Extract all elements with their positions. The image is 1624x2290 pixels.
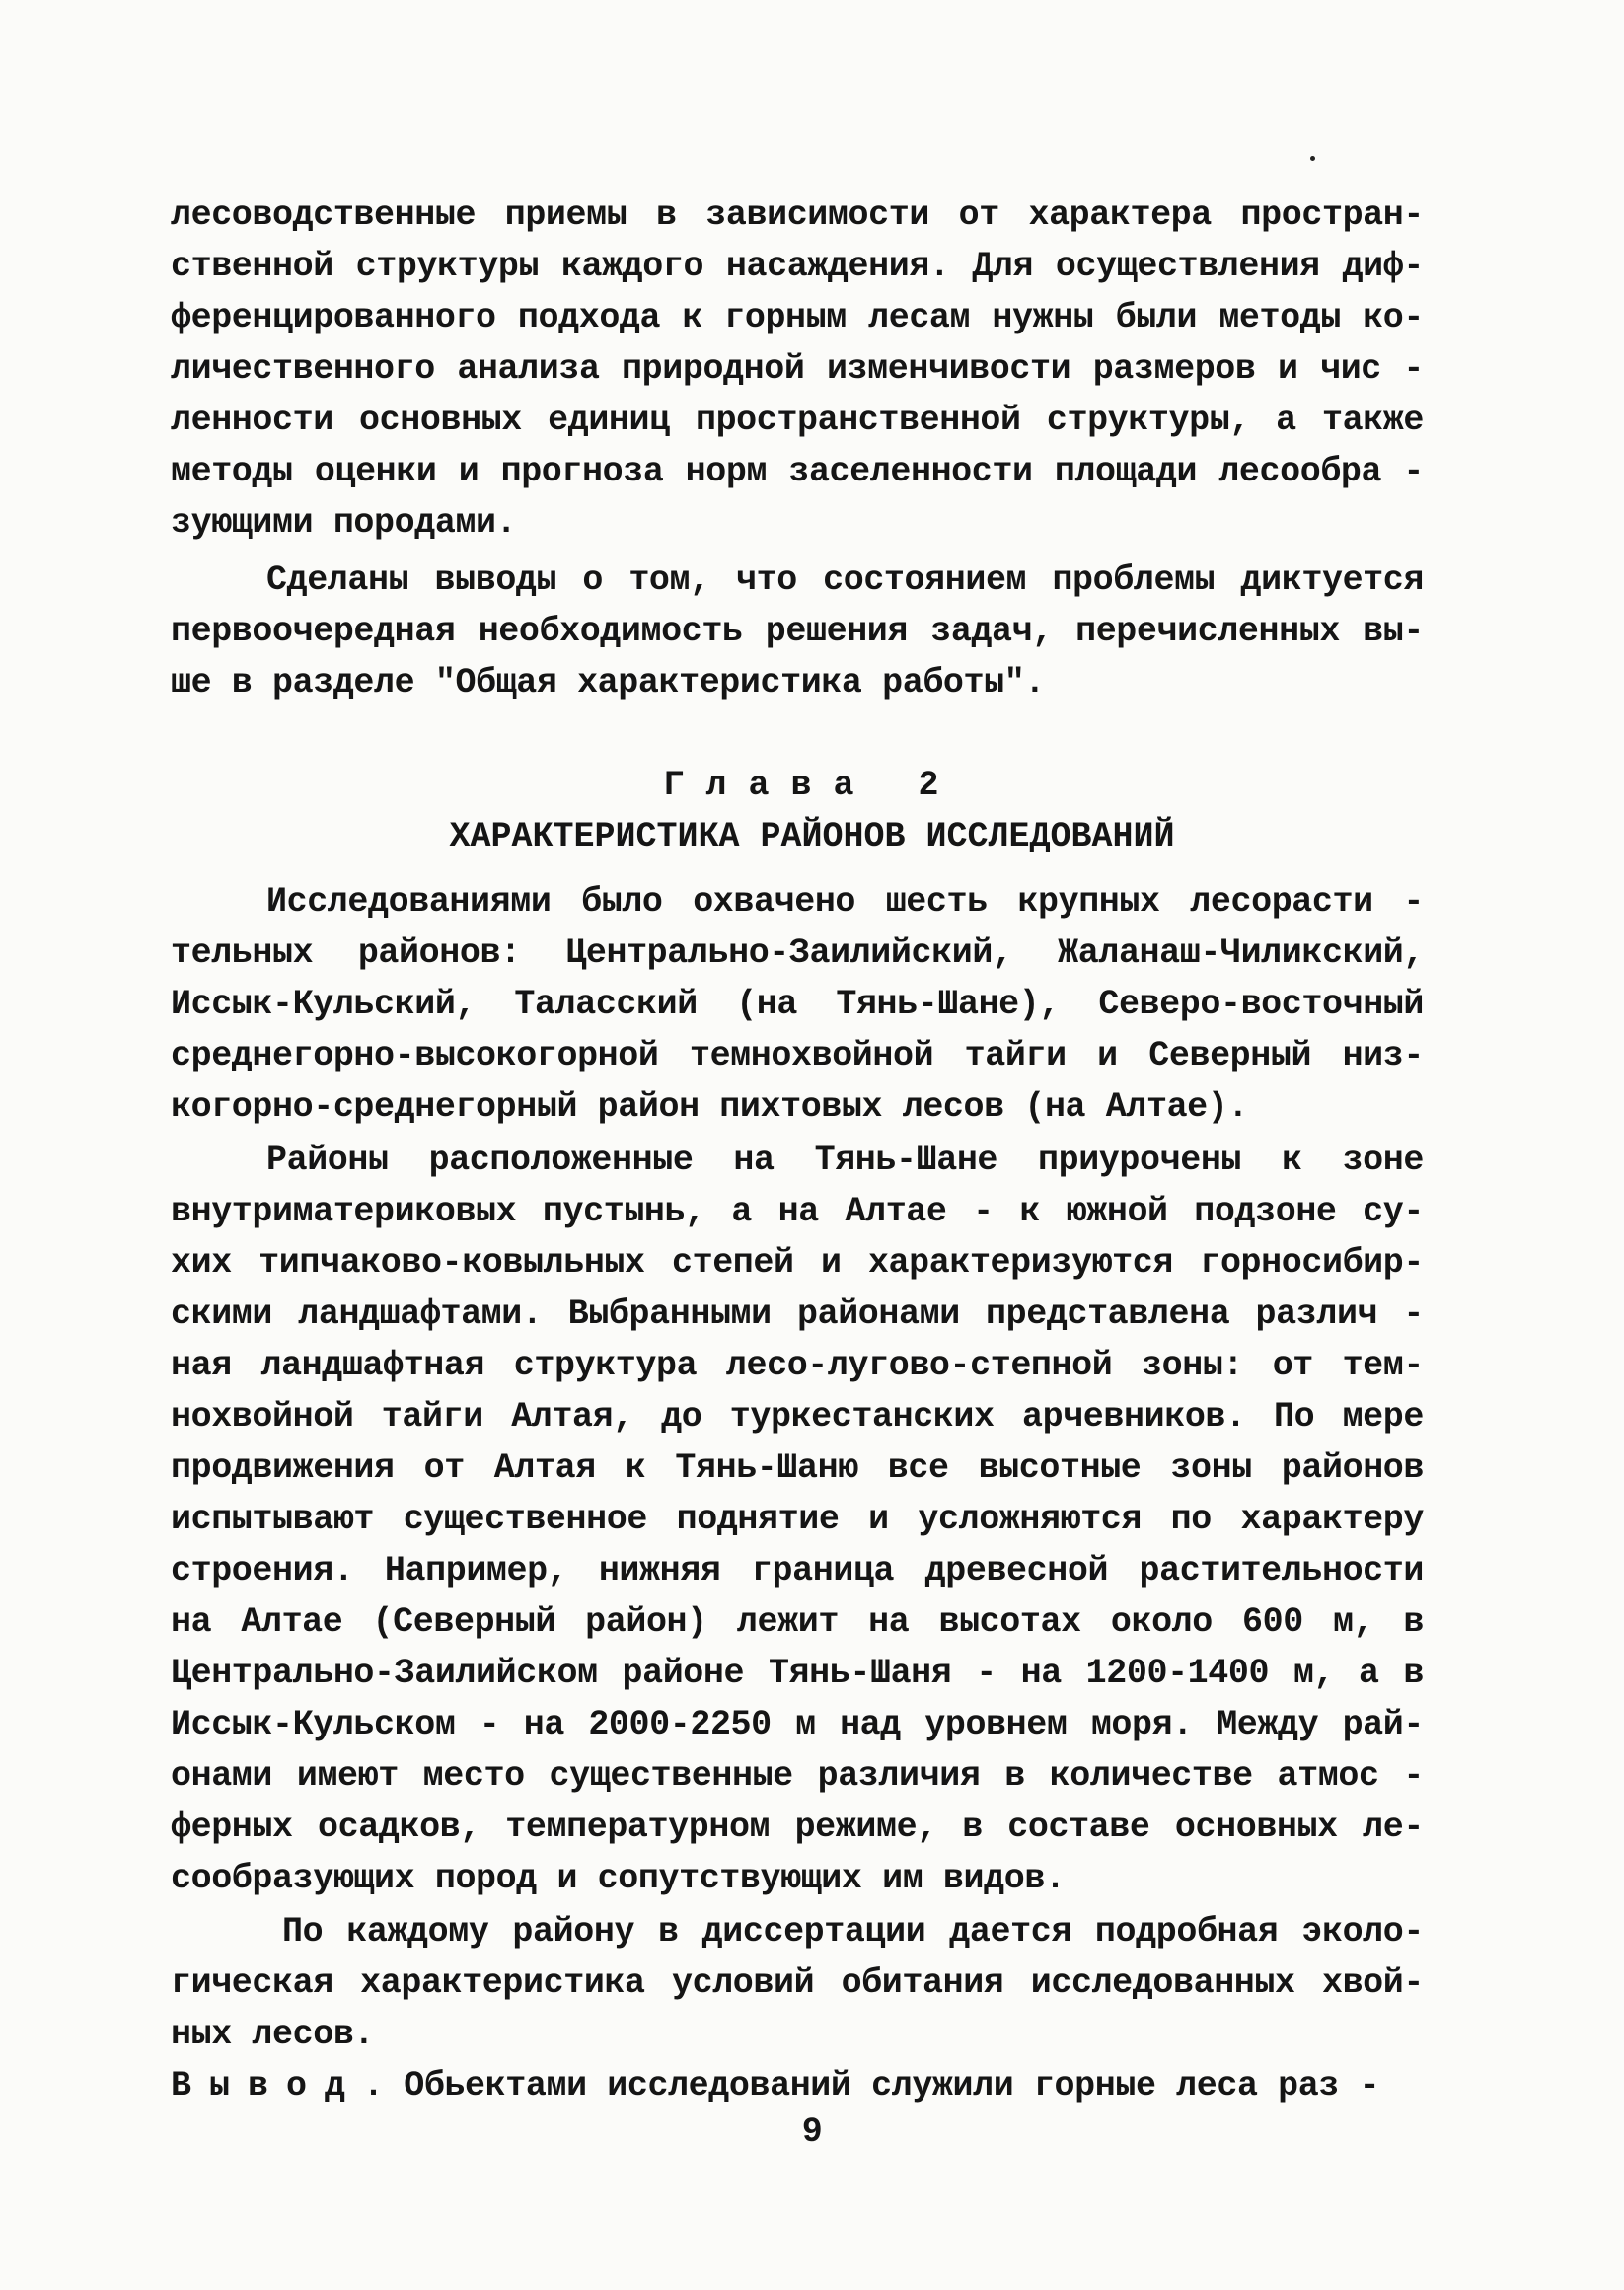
- page-number: 9: [801, 2112, 823, 2152]
- conclusion-line-2: первоочередная необходимость решения задач, перечисленных вы-: [171, 612, 1424, 651]
- output-line: [171, 2060, 1424, 2111]
- regions-line-5: когорно-среднегорный район пихтовых лесов (на Алтае).: [171, 1087, 1248, 1127]
- intro-line-5: ленности основных единиц пространственной структуры, а также: [171, 401, 1424, 440]
- regions-line-4: среднегорно-высокогорной темнохвойной тайги и Северный низ-: [171, 1036, 1424, 1075]
- intro-line-3: ференцированного подхода к горным лесам нужны были методы ко-: [171, 298, 1424, 337]
- intro-line-2: ственной структуры каждого насаждения. Для осуществления диф-: [171, 247, 1424, 286]
- ecology-line-2: гическая характеристика условий обитания исследованных хвой-: [171, 1963, 1424, 2003]
- ecology-line-3: ных лесов.: [171, 2015, 375, 2054]
- regions-line-3: Иссык-Кульский, Таласский (на Тянь-Шане), Северо-восточный: [171, 985, 1424, 1024]
- zones-line-15: сообразующих пород и сопутствующих им видов.: [171, 1859, 1066, 1898]
- zones-line-13: онами имеют место существенные различия в количестве атмос -: [171, 1756, 1424, 1796]
- zones-line-9: строения. Например, нижняя граница древесной растительности: [171, 1551, 1424, 1590]
- intro-line-7: зующими породами.: [171, 503, 517, 543]
- regions-line-2: тельных районов: Центрально-Заилийский, Жаланаш-Чиликский,: [171, 933, 1424, 973]
- zones-line-6: нохвойной тайги Алтая, до туркестанских арчевников. По мере: [171, 1397, 1424, 1437]
- zones-line-4: скими ландшафтами. Выбранными районами представлена различ -: [171, 1294, 1424, 1334]
- zones-line-8: испытывают существенное поднятие и усложняются по характеру: [171, 1500, 1424, 1539]
- output-text: . Обьектами исследований служили горные леса раз -: [363, 2066, 1380, 2105]
- zones-line-3: хих типчаково-ковыльных степей и характеризуются горносибир-: [171, 1243, 1424, 1283]
- zones-line-10: на Алтае (Северный район) лежит на высотах около 600 м, в: [171, 1602, 1424, 1642]
- zones-line-1: Районы расположенные на Тянь-Шане приурочены к зоне: [266, 1141, 1424, 1180]
- scan-speck: [1310, 156, 1315, 161]
- zones-line-11: Центрально-Заилийском районе Тянь-Шаня - на 1200-1400 м, а в: [171, 1654, 1424, 1693]
- conclusion-line-1: Сделаны выводы о том, что состоянием проблемы диктуется: [266, 560, 1424, 600]
- zones-line-2: внутриматериковых пустынь, а на Алтае - к южной подзоне су-: [171, 1192, 1424, 1231]
- zones-line-5: ная ландшафтная структура лесо-лугово-степной зоны: от тем-: [171, 1346, 1424, 1385]
- chapter-number: Глава 2: [663, 766, 961, 805]
- intro-line-4: личественного анализа природной изменчивости размеров и чис -: [171, 349, 1424, 389]
- ecology-line-1: По каждому району в диссертации дается подробная эколо-: [282, 1912, 1424, 1952]
- output-label: Вывод: [171, 2066, 364, 2105]
- chapter-title: ХАРАКТЕРИСТИКА РАЙОНОВ ИССЛЕДОВАНИЙ: [449, 817, 1175, 856]
- intro-line-1: лесоводственные приемы в зависимости от характера простран-: [171, 195, 1424, 235]
- regions-line-1: Исследованиями было охвачено шесть крупных лесорасти -: [266, 882, 1424, 922]
- zones-line-7: продвижения от Алтая к Тянь-Шаню все высотные зоны районов: [171, 1448, 1424, 1488]
- conclusion-line-3: ше в разделе "Общая характеристика работы".: [171, 663, 1045, 702]
- intro-line-6: методы оценки и прогноза норм заселенности площади лесообра -: [171, 452, 1424, 491]
- zones-line-12: Иссык-Кульском - на 2000-2250 м над уровнем моря. Между рай-: [171, 1705, 1424, 1744]
- zones-line-14: ферных осадков, температурном режиме, в составе основных ле-: [171, 1808, 1424, 1847]
